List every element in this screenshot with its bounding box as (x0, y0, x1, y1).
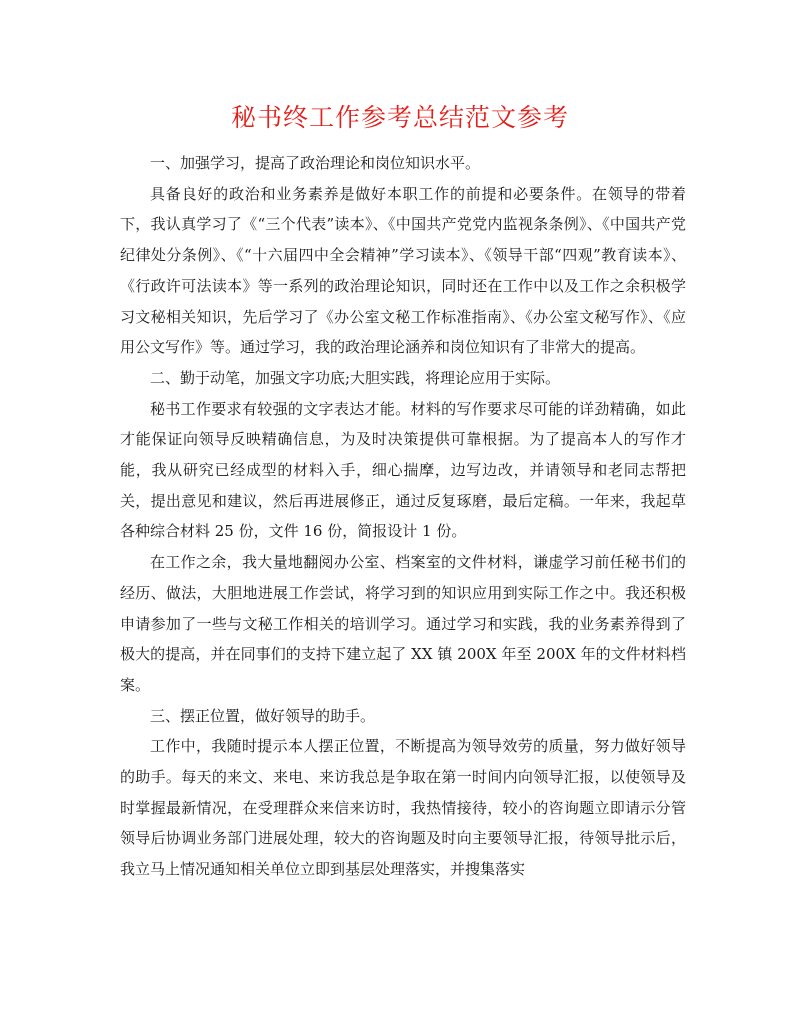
section-heading-2: 二、勤于动笔，加强文字功底;大胆实践，将理论应用于实际。 (150, 368, 561, 387)
document-title: 秘书终工作参考总结范文参考 (230, 103, 569, 132)
section-heading-3: 三、摆正位置，做好领导的助手。 (150, 706, 376, 725)
paragraph: 在工作之余，我大量地翻阅办公室、档案室的文件材料，谦虚学习前任秘书们的经历、做法，大胆地进展工作尝试，将学习到的知识应用到实际工作之中。我还积极申请参加了一些与文秘工作相关的培训学习。通过学习和实践，我的业务素养得到了极大的提高，并在同事们的支持下建立起了 XX 镇 200X 年至 200X 年的文件材料档案。 (120, 553, 686, 694)
paragraph: 秘书工作要求有较强的文字表达才能。材料的写作要求尽可能的详劲精确，如此才能保证向领导反映精确信息，为及时决策提供可靠根据。为了提高本人的写作才能，我从研究已经成型的材料入手，细心揣摩，边写边改，并请领导和老同志帮把关，提出意见和建议，然后再进展修正，通过反复琢磨，最后定稿。一年来，我起草各种综合材料 25 份，文件 16 份，简报设计 1 份。 (120, 399, 686, 541)
paragraph: 工作中，我随时提示本人摆正位置，不断提高为领导效劳的质量，努力做好领导的助手。每天的来文、来电、来访我总是争取在第一时间内向领导汇报，以使领导及时掌握最新情况，在受理群众来信来访时，我热情接待，较小的咨询题立即请示分管领导后协调业务部门进展处理，较大的咨询题及时向主要领导汇报，待领导批示后，我立马上情况通知相关单位立即到基层处理落实，并搜集落实 (120, 737, 686, 879)
document-body (120, 148, 686, 885)
paragraph: 具备良好的政治和业务素养是做好本职工作的前提和必要条件。在领导的带着下，我认真学习了《“三个代表”读本》、《中国共产党党内监视条条例》、《中国共产党纪律处分条例》、《“十六届四中全会精神”学习读本》、《领导干部“四观”教育读本》、《行政许可法读本》等一系列的政治理论知识，同时还在工作中以及工作之余积极学习文秘相关知识，先后学习了《办公室文秘工作标准指南》、《办公室文秘写作》、《应用公文写作》等。通过学习，我的政治理论涵养和岗位知识有了非常大的提高。 (120, 184, 686, 357)
section-heading-1: 一、加强学习，提高了政治理论和岗位知识水平。 (150, 154, 481, 172)
